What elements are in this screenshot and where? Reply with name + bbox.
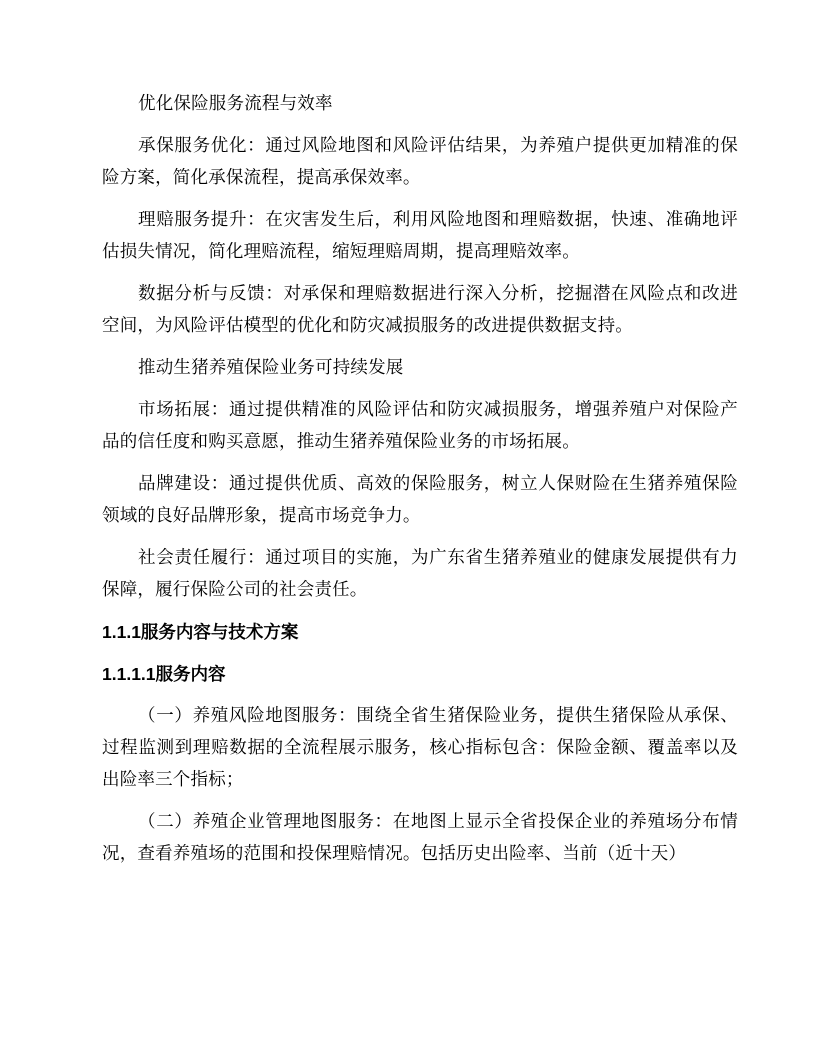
paragraph: 市场拓展：通过提供精准的风险评估和防灾减损服务，增强养殖户对保险产品的信任度和购买意愿，推动生猪养殖保险业务的市场拓展。 [102, 400, 738, 452]
paragraph: 承保服务优化：通过风险地图和风险评估结果，为养殖户提供更加精准的保险方案，简化承保流程，提高承保效率。 [102, 136, 738, 188]
subsection-title: 优化保险服务流程与效率 [138, 94, 333, 114]
paragraph: 理赔服务提升：在灾害发生后，利用风险地图和理赔数据，快速、准确地评估损失情况，简化理赔流程，缩短理赔周期，提高理赔效率。 [102, 210, 738, 262]
paragraph: （二）养殖企业管理地图服务：在地图上显示全省投保企业的养殖场分布情况，查看养殖场的范围和投保理赔情况。包括历史出险率、当前（近十天） [102, 812, 738, 864]
paragraph: （一）养殖风险地图服务：围绕全省生猪保险业务，提供生猪保险从承保、过程监测到理赔数据的全流程展示服务，核心指标包含：保险金额、覆盖率以及出险率三个指标； [102, 706, 738, 790]
paragraph: 数据分析与反馈：对承保和理赔数据进行深入分析，挖掘潜在风险点和改进空间，为风险评估模型的优化和防灾减损服务的改进提供数据支持。 [102, 284, 738, 336]
section-heading: 1.1.1服务内容与技术方案 [102, 622, 299, 642]
subsection-title: 推动生猪养殖保险业务可持续发展 [138, 358, 404, 378]
paragraph: 社会责任履行：通过项目的实施，为广东省生猪养殖业的健康发展提供有力保障，履行保险公司的社会责任。 [102, 548, 738, 600]
section-heading: 1.1.1.1服务内容 [102, 664, 226, 684]
document-body [102, 88, 738, 880]
paragraph: 品牌建设：通过提供优质、高效的保险服务，树立人保财险在生猪养殖保险领域的良好品牌形象，提高市场竞争力。 [102, 474, 738, 526]
